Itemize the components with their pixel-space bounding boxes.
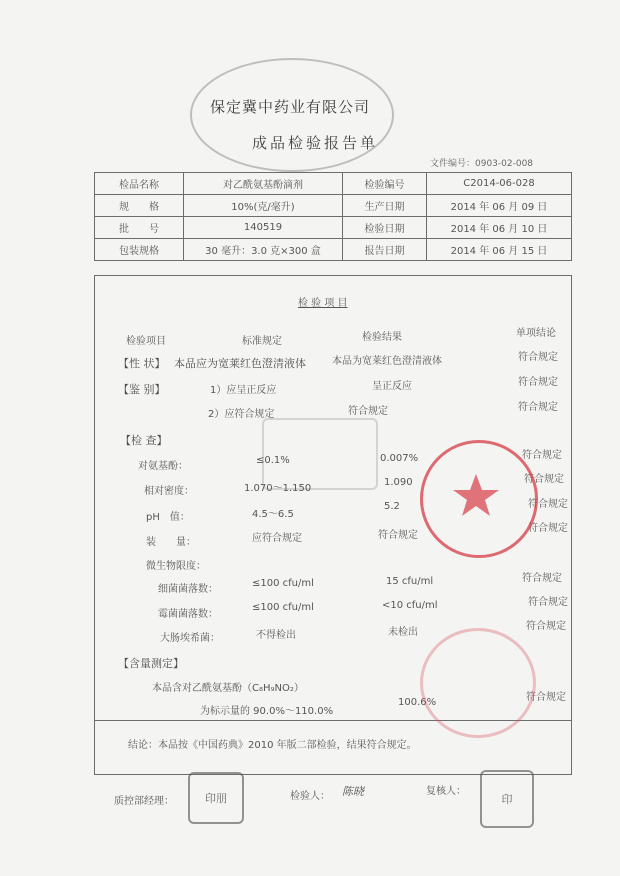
col-item: 检验项目 (126, 336, 166, 347)
ident-2-conclusion: 符合规定 (518, 402, 558, 413)
label-spec: 规 格 (95, 195, 184, 217)
section-heading: 检 验 项 目 (298, 298, 348, 309)
table-row (95, 217, 572, 239)
value-test-no: C2014-06-028 (427, 173, 572, 195)
insp-3-result: 5.2 (384, 501, 400, 512)
value-test-date: 2014 年 06 月 10 日 (427, 217, 572, 239)
micro-3-conclusion: 符合规定 (526, 621, 566, 632)
insp-1-standard: ≤0.1% (256, 455, 290, 466)
file-number: 文件编号：0903-02-008 (430, 159, 534, 169)
company-seal-red (420, 440, 538, 558)
micro-3-standard: 不得检出 (256, 630, 296, 641)
table-row (95, 195, 572, 217)
inspector-signature: 陈晓 (342, 785, 364, 798)
micro-2-standard: ≤100 cfu/ml (252, 602, 314, 613)
ident-1-conclusion: 符合规定 (518, 377, 558, 388)
insp-4-standard: 应符合规定 (252, 533, 302, 544)
insp-4-conclusion: 符合规定 (528, 523, 568, 534)
assay-line1: 本品含对乙酰氨基酚（C₈H₉NO₂） (152, 683, 304, 694)
qc-manager-label: 质控部经理： (114, 796, 174, 807)
label-test-date: 检验日期 (343, 217, 427, 239)
info-table (94, 172, 572, 261)
ident-2-result: 符合规定 (348, 406, 388, 417)
micro-3-result: 未检出 (388, 627, 418, 638)
insp-3-standard: 4.5～6.5 (252, 509, 294, 520)
label-batch: 批 号 (95, 217, 184, 239)
traits-conclusion: 符合规定 (518, 352, 558, 363)
insp-2-result: 1.090 (384, 477, 413, 488)
insp-1-result: 0.007% (380, 453, 419, 464)
micro-1-conclusion: 符合规定 (522, 573, 562, 584)
insp-2-name: 相对密度： (144, 486, 194, 497)
col-conclusion: 单项结论 (516, 328, 556, 339)
micro-label: 微生物限度： (146, 561, 206, 572)
value-spec: 10%(克/毫升) (184, 195, 343, 217)
assay-label: 【含量测定】 (118, 657, 184, 670)
qc-manager-stamp-text: 印朋 (205, 792, 227, 805)
ident-2-standard: 2）应符合规定 (208, 409, 275, 420)
insp-1-name: 对氨基酚： (138, 461, 188, 472)
ident-1-standard: 1）应呈正反应 (210, 385, 277, 396)
table-row (95, 239, 572, 261)
micro-1-result: 15 cfu/ml (386, 576, 434, 587)
reviewer-stamp (480, 770, 534, 828)
inspection-label: 【检 查】 (120, 434, 168, 447)
col-standard: 标准规定 (242, 336, 282, 347)
insp-4-name: 装 量： (146, 537, 196, 548)
assay-line2: 为标示量的 90.0%～110.0% (200, 706, 334, 717)
value-report-date: 2014 年 06 月 15 日 (427, 239, 572, 261)
traits-label: 【性 状】 (118, 357, 166, 370)
micro-2-name: 霉菌菌落数： (158, 609, 218, 620)
document-title: 成品检验报告单 (252, 134, 379, 152)
company-seal-red-faint (420, 628, 536, 738)
company-name: 保定冀中药业有限公司 (210, 98, 371, 116)
assay-conclusion: 符合规定 (526, 692, 566, 703)
assay-result: 100.6% (398, 697, 437, 708)
micro-2-result: <10 cfu/ml (382, 600, 438, 611)
insp-1-conclusion: 符合规定 (522, 450, 562, 461)
table-row (95, 173, 572, 195)
micro-1-name: 细菌菌落数： (158, 584, 218, 595)
value-batch: 140519 (184, 217, 343, 239)
micro-2-conclusion: 符合规定 (528, 597, 568, 608)
traits-result: 本品为宽莱红色澄清液体 (332, 356, 442, 367)
label-product-name: 检品名称 (95, 173, 184, 195)
insp-3-name: pH 值： (146, 512, 190, 523)
traits-standard: 本品应为宽莱红色澄清液体 (174, 357, 306, 370)
qc-manager-stamp (188, 772, 244, 824)
gray-seal-center (262, 418, 378, 490)
insp-2-standard: 1.070～1.150 (244, 483, 312, 494)
label-package: 包装规格 (95, 239, 184, 261)
value-package: 30 毫升：3.0 克×300 盒 (184, 239, 343, 261)
star-icon (420, 440, 532, 552)
insp-2-conclusion: 符合规定 (524, 474, 564, 485)
label-report-date: 报告日期 (343, 239, 427, 261)
col-result: 检验结果 (362, 332, 402, 343)
label-test-no: 检验编号 (343, 173, 427, 195)
insp-3-conclusion: 符合规定 (528, 499, 568, 510)
reviewer-label: 复核人： (426, 786, 466, 797)
insp-4-result: 符合规定 (378, 530, 418, 541)
conclusion-text: 结论：本品按《中国药典》2010 年版二部检验，结果符合规定。 (128, 740, 417, 751)
identification-label: 【鉴 别】 (118, 383, 166, 396)
reviewer-stamp-text: 印 (501, 793, 513, 806)
micro-1-standard: ≤100 cfu/ml (252, 578, 314, 589)
value-product-name: 对乙酰氨基酚滴剂 (184, 173, 343, 195)
inspector-label: 检验人： (290, 791, 330, 802)
micro-3-name: 大肠埃希菌： (160, 633, 220, 644)
label-production-date: 生产日期 (343, 195, 427, 217)
ident-1-result: 呈正反应 (372, 381, 412, 392)
value-production-date: 2014 年 06 月 09 日 (427, 195, 572, 217)
